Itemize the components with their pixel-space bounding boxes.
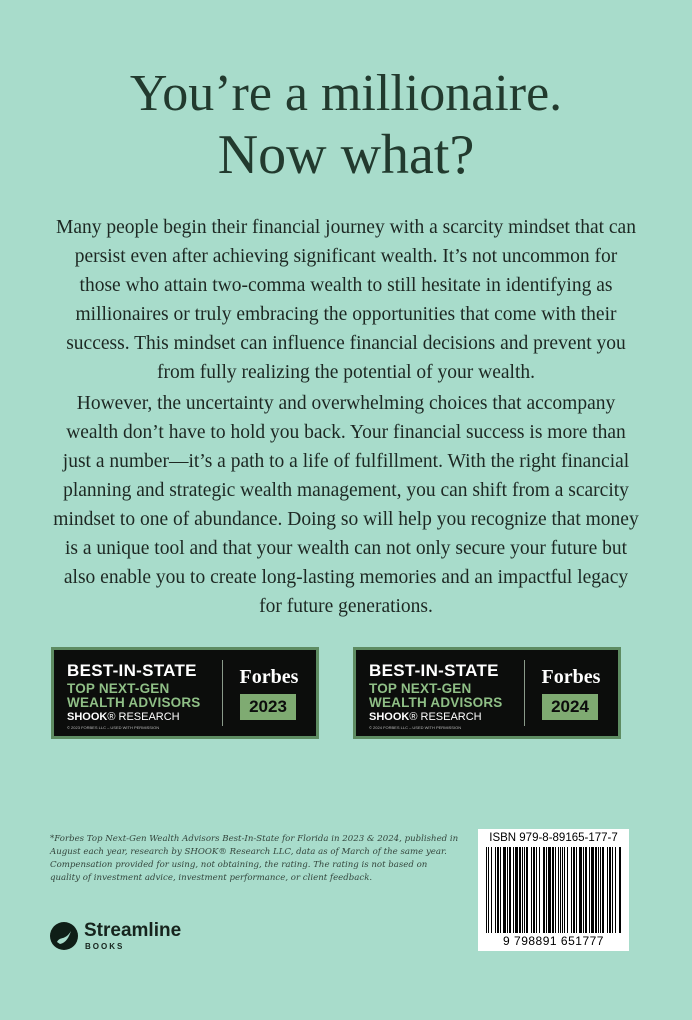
badge-divider [524, 660, 525, 726]
barcode-bar [585, 847, 587, 933]
barcode-bar [515, 847, 518, 933]
isbn-label: ISBN 979-8-89165-177-7 [489, 832, 618, 844]
streamline-logo-icon [50, 922, 78, 950]
barcode-digits: 9 798891 651777 [503, 934, 604, 948]
barcode-bar [486, 847, 487, 933]
barcode-bar [507, 847, 508, 933]
badge-copyright: © 2024 FORBES LLC – USED WITH PERMISSION [369, 725, 462, 730]
badge-title: BEST-IN-STATE [67, 661, 197, 680]
badge-subtitle-2: WEALTH ADVISORS [67, 695, 201, 710]
forbes-badge-2023 [51, 647, 319, 739]
badge-title: BEST-IN-STATE [369, 661, 499, 680]
barcode-bar [576, 847, 577, 933]
badge-subtitle-2: WEALTH ADVISORS [369, 695, 503, 710]
barcode-bar [591, 847, 594, 933]
forbes-logo: Forbes [541, 666, 601, 688]
barcode-bar [600, 847, 601, 933]
barcode-bar [579, 847, 582, 933]
forbes-logo: Forbes [239, 666, 299, 688]
barcode-bar [619, 847, 621, 933]
shook-bold: SHOOK [369, 711, 410, 723]
barcode-bar [548, 847, 551, 933]
shook-research-label [67, 711, 180, 723]
badge-year: 2023 [240, 694, 296, 720]
barcode-bar [539, 847, 540, 933]
badge-subtitle-1: TOP NEXT-GEN [369, 681, 472, 696]
barcode-bar [612, 847, 613, 933]
barcode-bar [524, 847, 525, 933]
barcode-bar [522, 847, 523, 933]
barcode-bar [615, 847, 616, 933]
barcode-bar [509, 847, 511, 933]
barcode-bar [602, 847, 604, 933]
barcode-bar [555, 847, 556, 933]
barcode-bar [552, 847, 554, 933]
barcode-bar [589, 847, 590, 933]
barcode-bar [519, 847, 521, 933]
barcode-bar [546, 847, 547, 933]
barcode-bar [513, 847, 514, 933]
barcode-bar [491, 847, 492, 933]
publisher-logo [50, 920, 210, 954]
headline-line-1: You’re a millionaire. [129, 65, 563, 122]
barcode-bar [533, 847, 535, 933]
headline-line-2: Now what? [217, 124, 475, 186]
barcode-bar [526, 847, 528, 933]
barcode-bar [562, 847, 563, 933]
barcode-bar [573, 847, 575, 933]
barcode-bar [598, 847, 599, 933]
barcode-bar [583, 847, 584, 933]
barcode-bar [500, 847, 501, 933]
barcode-bar [495, 847, 496, 933]
barcode-bar [531, 847, 532, 933]
barcode-bar [567, 847, 568, 933]
badge-subtitle-1: TOP NEXT-GEN [67, 681, 170, 696]
publisher-name: Streamline [84, 920, 182, 941]
barcode-bar [607, 847, 608, 933]
badge-year: 2024 [542, 694, 598, 720]
publisher-sub: BOOKS [85, 942, 125, 951]
shook-rest: ® RESEARCH [107, 711, 180, 723]
barcode-bar [536, 847, 537, 933]
barcode-bar [571, 847, 572, 933]
barcode-bar [564, 847, 565, 933]
body-paragraph-2: However, the uncertainty and overwhelming choices that accompany wealth don’t have to hold you back. Your financial success is more than just a number—it’s a path to a life of fulfillment. With the right financial planning and strategic wealth management, you can shift from a scarcity mindset to one of abundance. Doing so will help you recognize that money is a unique tool and that your wealth can not only secure your future but also enable you to create long-lasting memories and an impactful legacy for future generations. [53, 393, 639, 617]
barcode-bar [595, 847, 597, 933]
shook-rest: ® RESEARCH [409, 711, 482, 723]
barcode-bar [503, 847, 506, 933]
badge-copyright: © 2023 FORBES LLC – USED WITH PERMISSION [67, 725, 160, 730]
body-paragraph-1: Many people begin their financial journey with a scarcity mindset that can persist even after achieving significant wealth. It’s not uncommon for those who attain two-comma wealth to still hesitate in identifying as millionaires or truly embracing the opportunities that come with their success. This mindset can influence financial decisions and prevent you from fully realizing the potential of your wealth. [56, 217, 636, 383]
barcode-bar [488, 847, 489, 933]
barcode-bar [609, 847, 611, 933]
shook-research-label [369, 711, 482, 723]
barcode-bar [558, 847, 559, 933]
barcode-bar [560, 847, 561, 933]
barcode-bar [543, 847, 545, 933]
badge-divider [222, 660, 223, 726]
barcode-bars [484, 847, 623, 933]
barcode-bar [497, 847, 499, 933]
disclaimer-text: *Forbes Top Next-Gen Wealth Advisors Best-In-State for Florida in 2023 & 2024, published in August each year, research by SHOOK® Research LLC, data as of March of the same year. Compensation provided for using, not obtaining, the rating. The rating is not based on quality of investment advice, investment performance, or client feedback. [50, 834, 459, 883]
forbes-badge-2024 [353, 647, 621, 739]
shook-bold: SHOOK [67, 711, 108, 723]
isbn-barcode [478, 829, 629, 951]
